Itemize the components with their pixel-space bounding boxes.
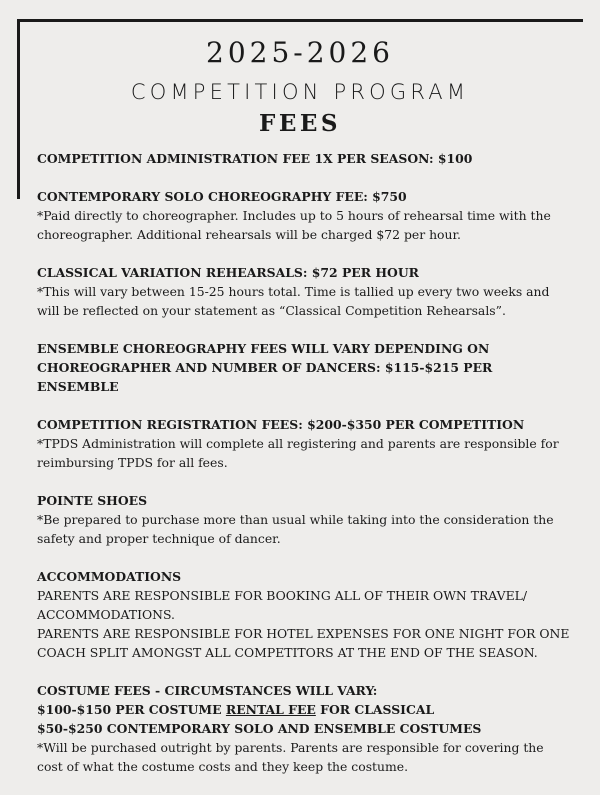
- accommodations-heading: ACCOMMODATIONS: [37, 569, 182, 584]
- fee-list: [37, 149, 571, 795]
- classical-fee-section: [37, 263, 571, 320]
- ensemble-fee-heading-line1: ENSEMBLE CHOREOGRAPHY FEES WILL VARY DEPENDING ON: [37, 341, 490, 356]
- solo-fee-section: [37, 187, 571, 244]
- pointe-shoes-note: *Be prepared to purchase more than usual while taking into the consideration the safety and proper technique of dancer.: [37, 512, 554, 546]
- solo-fee-heading: CONTEMPORARY SOLO CHOREOGRAPHY FEE: $750: [37, 189, 407, 204]
- ensemble-fee-section: [37, 339, 571, 396]
- season-year: 2025-2026: [206, 36, 394, 69]
- accommodations-line: COACH SPLIT AMONGST ALL COMPETITORS AT THE END OF THE SEASON.: [37, 645, 538, 660]
- costume-fee-note: *Will be purchased outright by parents. Parents are responsible for covering the cost of what the costume costs and they keep the costume.: [37, 740, 544, 774]
- pointe-shoes-section: [37, 491, 571, 548]
- accommodations-line: ACCOMMODATIONS.: [37, 607, 175, 622]
- accommodations-line: PARENTS ARE RESPONSIBLE FOR HOTEL EXPENSES FOR ONE NIGHT FOR ONE: [37, 626, 570, 641]
- classical-fee-note: *This will vary between 15-25 hours total. Time is tallied up every two weeks and will be reflected on your statement as “Classical Competition Rehearsals”.: [37, 284, 550, 318]
- page-header: [0, 36, 600, 138]
- program-subtitle: COMPETITION PROGRAM: [130, 80, 470, 104]
- admin-fee-section: [37, 149, 571, 168]
- registration-fee-note: *TPDS Administration will complete all registering and parents are responsible for reimbursing TPDS for all fees.: [37, 436, 559, 470]
- costume-fee-heading: COSTUME FEES - CIRCUMSTANCES WILL VARY:: [37, 683, 378, 698]
- page-title: FEES: [258, 110, 341, 137]
- costume-contemporary-line: $50-$250 CONTEMPORARY SOLO AND ENSEMBLE COSTUMES: [37, 721, 482, 736]
- registration-fee-heading: COMPETITION REGISTRATION FEES: $200-$350 PER COMPETITION: [37, 417, 525, 432]
- ensemble-fee-heading-line2: CHOREOGRAPHER AND NUMBER OF DANCERS: $115-$215 PER ENSEMBLE: [37, 360, 493, 394]
- costume-rental-line: [37, 700, 571, 719]
- accommodations-section: [37, 567, 571, 662]
- costume-fee-section: [37, 681, 571, 776]
- frame-top-line: [17, 19, 583, 22]
- classical-fee-heading: CLASSICAL VARIATION REHEARSALS: $72 PER HOUR: [37, 265, 419, 280]
- admin-fee-heading: COMPETITION ADMINISTRATION FEE 1X PER SEASON: $100: [37, 151, 473, 166]
- accommodations-line: PARENTS ARE RESPONSIBLE FOR BOOKING ALL OF THEIR OWN TRAVEL/: [37, 588, 528, 603]
- costume-rental-suffix: FOR CLASSICAL: [315, 702, 435, 717]
- costume-rental-text: $100-$150 PER COSTUME: [37, 702, 226, 717]
- pointe-shoes-heading: POINTE SHOES: [37, 493, 148, 508]
- solo-fee-note: *Paid directly to choreographer. Includes up to 5 hours of rehearsal time with the choreographer. Additional rehearsals will be charged $72 per hour.: [37, 208, 551, 242]
- rental-fee-underlined: RENTAL FEE: [225, 702, 316, 717]
- registration-fee-section: [37, 415, 571, 472]
